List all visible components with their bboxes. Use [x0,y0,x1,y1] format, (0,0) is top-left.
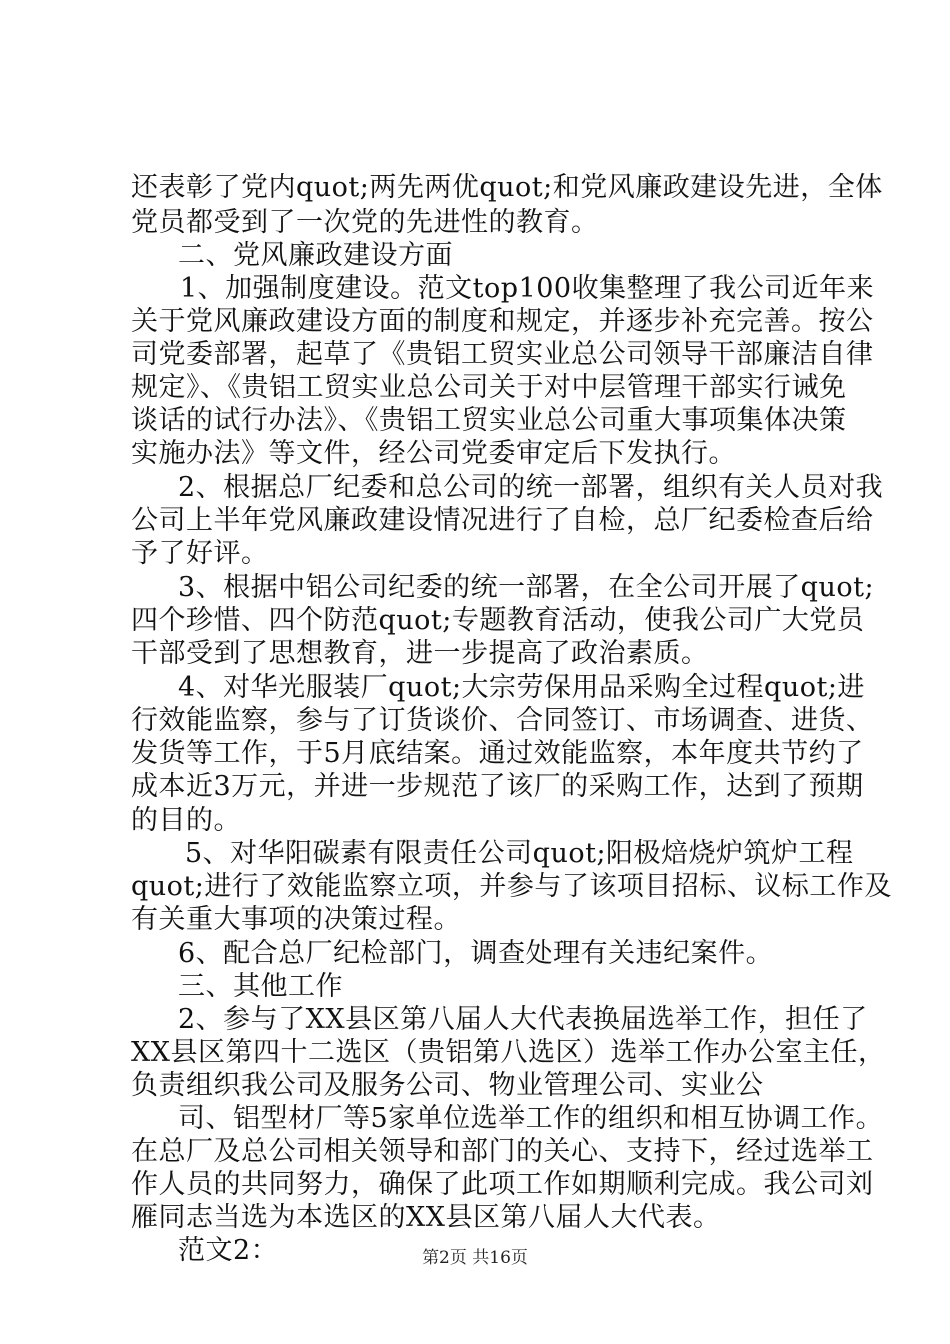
body-text-line: quot;进行了效能监察立项，并参与了该项目招标、议标工作及 [131,871,892,902]
body-text-line: 公司上半年党风廉政建设情况进行了自检，总厂纪委检查后给 [131,505,874,536]
section-heading: 三、其他工作 [178,971,343,1002]
body-text-line: 成本近3万元，并进一步规范了该厂的采购工作，达到了预期 [131,771,864,802]
body-text-line: 实施办法》等文件，经公司党委审定后下发执行。 [131,438,736,469]
body-text-line: 作人员的共同努力，确保了此项工作如期顺利完成。我公司刘 [131,1169,874,1200]
body-text-line: 谈话的试行办法》、《贵铝工贸实业总公司重大事项集体决策 [131,405,847,436]
page-number-footer: 第2页 共16页 [422,1248,528,1268]
body-text-line: 2、参与了XX县区第八届人大代表换届选举工作，担任了 [178,1004,868,1035]
body-text-line: 还表彰了党内quot;两先两优quot;和党风廉政建设先进，全体 [131,172,883,203]
body-text-line: 的目的。 [131,805,241,836]
body-text-line: 5、对华阳碳素有限责任公司quot;阳极焙烧炉筑炉工程 [185,838,854,869]
body-text-line: 四个珍惜、四个防范quot;专题教育活动，使我公司广大党员 [131,605,865,636]
body-text-line: 行效能监察，参与了订货谈价、合同签订、市场调查、进货、 [131,705,874,736]
body-text-line: 予了好评。 [131,538,269,569]
body-text-line: 4、对华光服装厂quot;大宗劳保用品采购全过程quot;进 [178,672,865,703]
section-heading: 范文2： [178,1235,279,1266]
body-text-line: 有关重大事项的决策过程。 [131,904,461,935]
body-text-line: 在总厂及总公司相关领导和部门的关心、支持下，经过选举工 [131,1136,874,1167]
section-heading: 二、党风廉政建设方面 [178,240,453,271]
body-text-line: 2、根据总厂纪委和总公司的统一部署，组织有关人员对我 [178,472,884,503]
body-text-line: 关于党风廉政建设方面的制度和规定，并逐步补充完善。按公 [131,306,874,337]
body-text-line: 雁同志当选为本选区的XX县区第八届人大代表。 [131,1202,721,1233]
body-text-line: 干部受到了思想教育，进一步提高了政治素质。 [131,638,709,669]
body-text-line: 司、铝型材厂等5家单位选举工作的组织和相互协调工作。 [178,1103,884,1134]
body-text-line: 负责组织我公司及服务公司、物业管理公司、实业公 [131,1070,764,1101]
body-text-line: 3、根据中铝公司纪委的统一部署，在全公司开展了quot; [178,572,875,603]
body-text-line: 6、配合总厂纪检部门，调查处理有关违纪案件。 [178,938,774,969]
body-text-line: 党员都受到了一次党的先进性的教育。 [131,207,599,238]
body-text-line: XX县区第四十二选区（贵铝第八选区）选举工作办公室主任， [131,1037,886,1068]
body-text-line: 1、加强制度建设。范文top100收集整理了我公司近年来 [180,273,875,304]
body-text-line: 发货等工作，于5月底结案。通过效能监察，本年度共节约了 [131,738,864,769]
body-text-line: 规定》、《贵铝工贸实业总公司关于对中层管理干部实行诫免 [131,372,847,403]
body-text-line: 司党委部署，起草了《贵铝工贸实业总公司领导干部廉洁自律 [131,339,874,370]
